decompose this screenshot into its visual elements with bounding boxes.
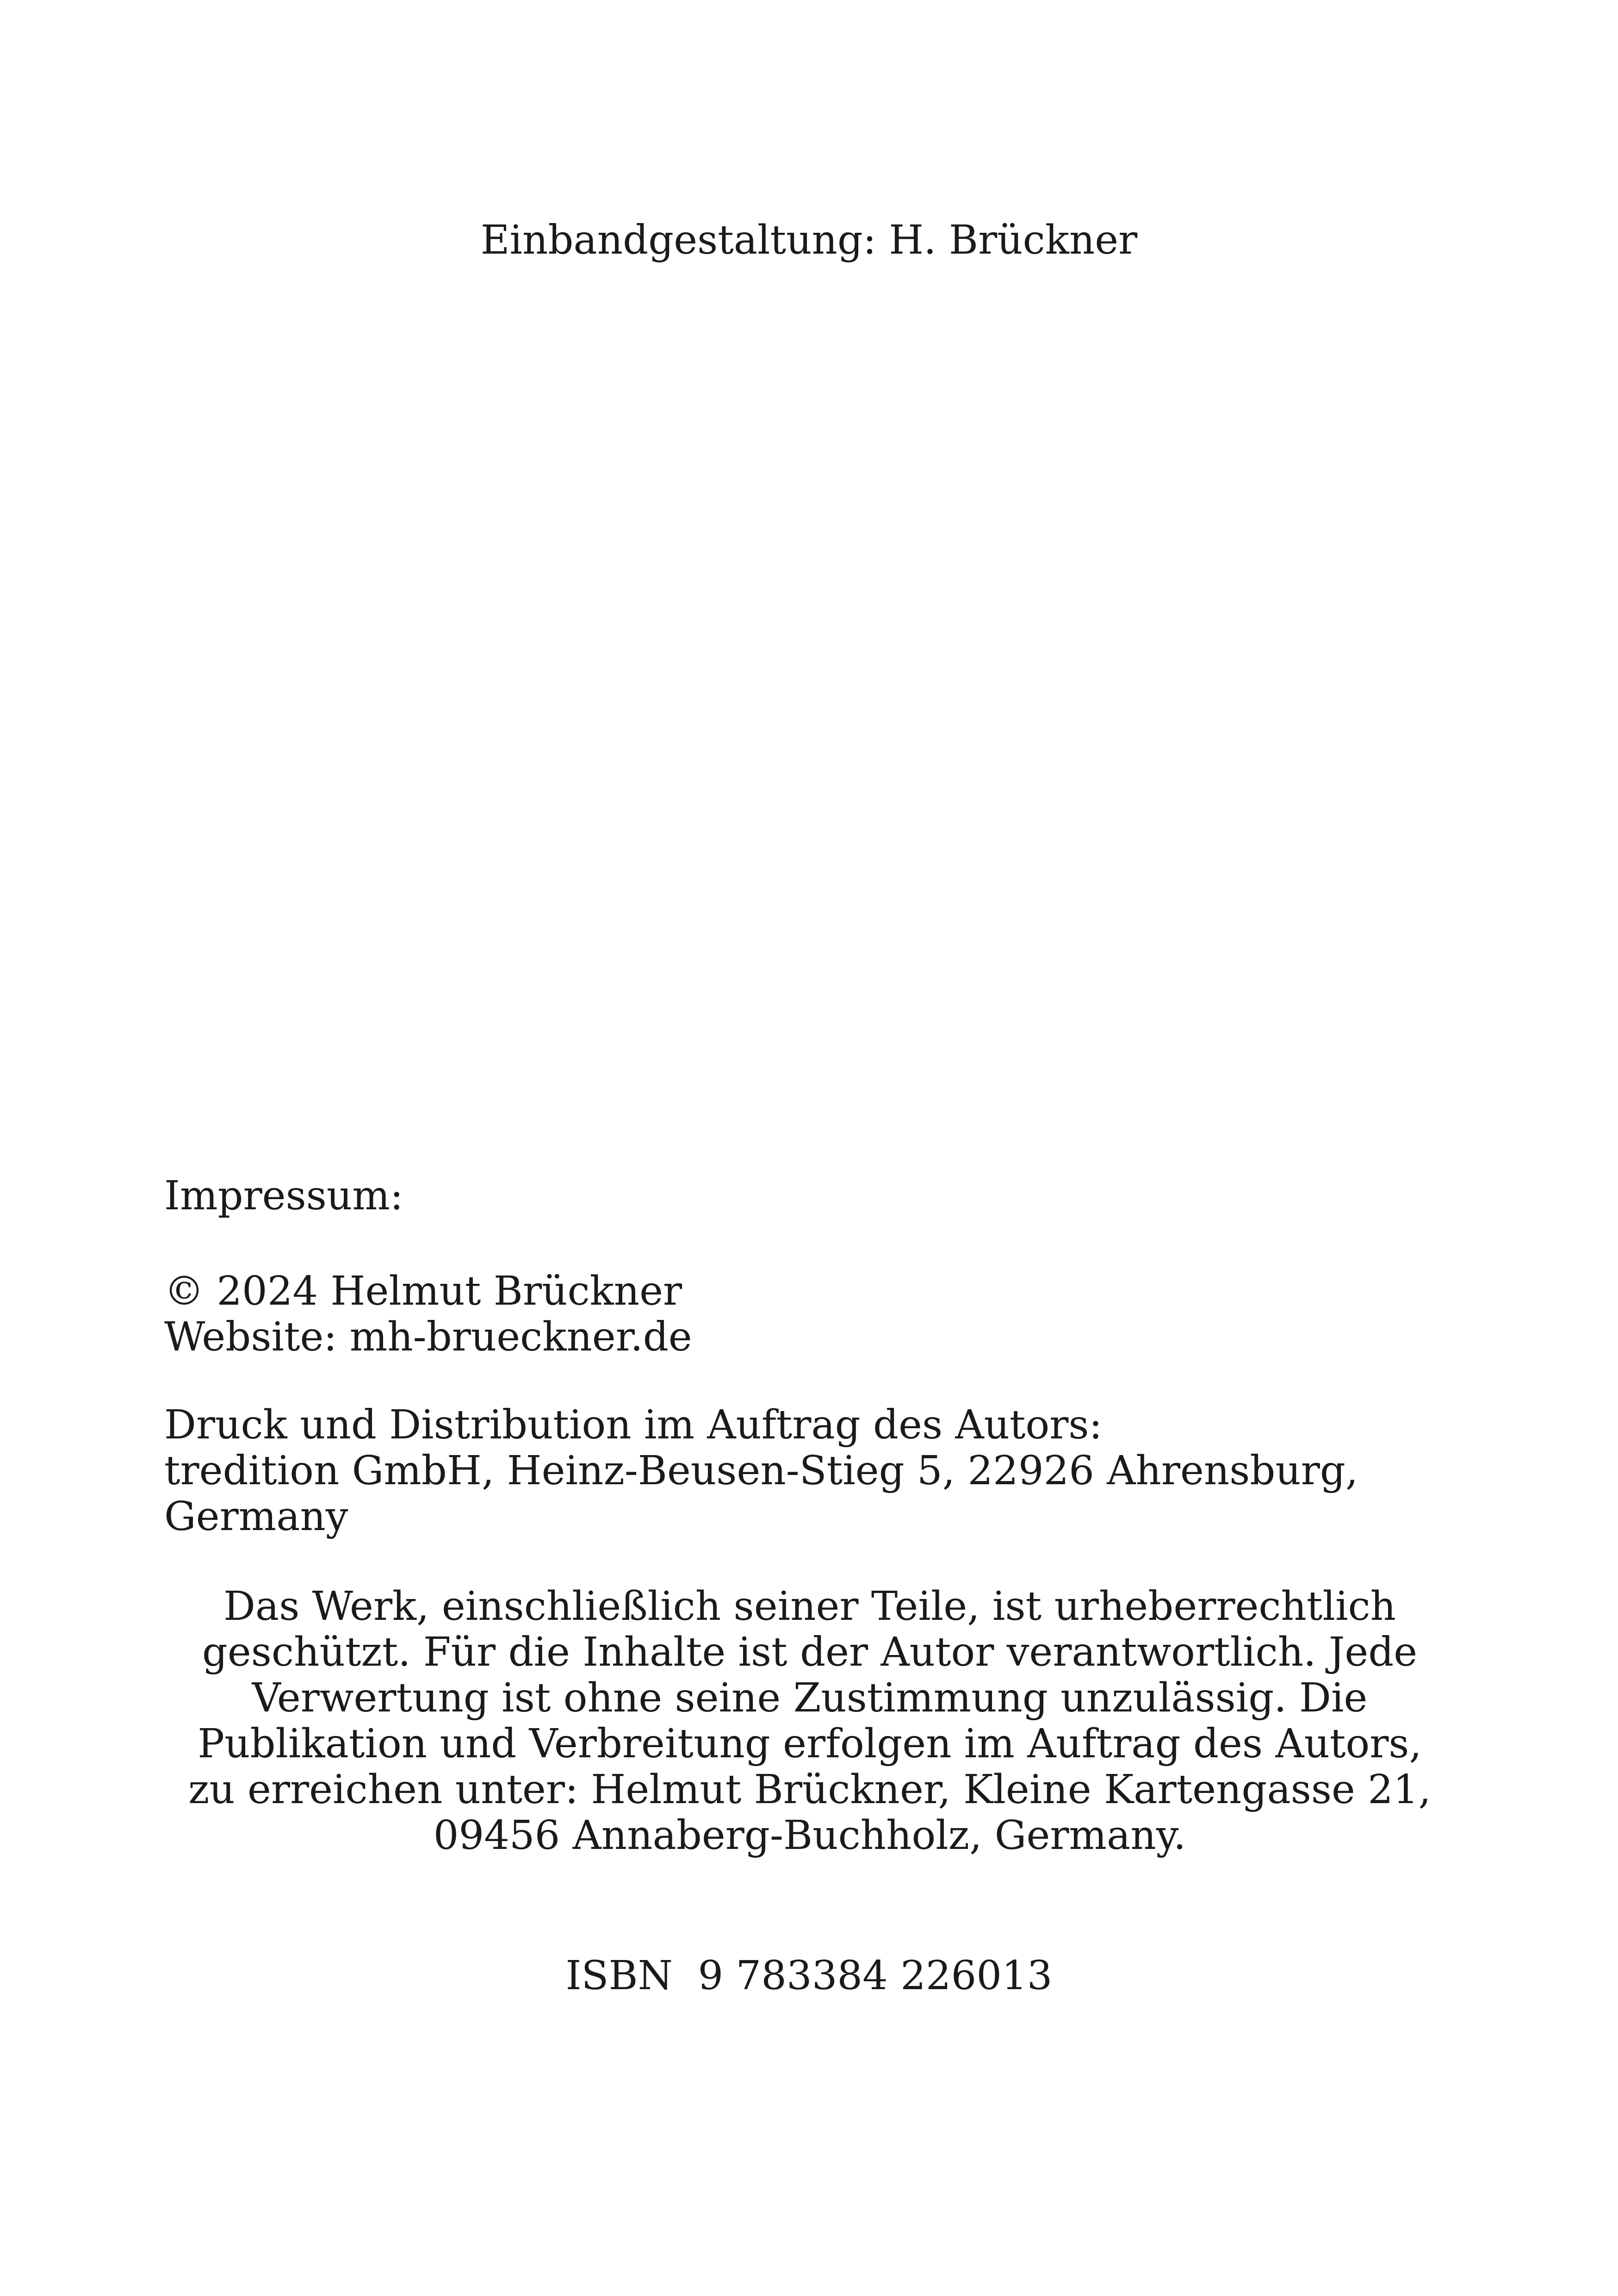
legal-notice: [164, 1584, 1455, 1859]
legal-line: 09456 Annaberg-Buchholz, Germany.: [433, 1812, 1186, 1859]
impressum-heading: Impressum:: [164, 1173, 403, 1219]
print-line: Germany: [164, 1493, 348, 1540]
print-line: Druck und Distribution im Auftrag des Autors:: [164, 1402, 1103, 1448]
website-line: Website: mh-brueckner.de: [164, 1314, 692, 1360]
copyright-line: © 2024 Helmut Brückner: [164, 1268, 682, 1314]
legal-line: Das Werk, einschließlich seiner Teile, ist urheberrechtlich: [223, 1583, 1396, 1630]
legal-line: zu erreichen unter: Helmut Brückner, Kleine Kartengasse 21,: [188, 1767, 1432, 1813]
print-line: tredition GmbH, Heinz-Beusen-Stieg 5, 22926 Ahrensburg,: [164, 1448, 1358, 1494]
legal-line: Publikation und Verbreitung erfolgen im Auftrag des Autors,: [198, 1721, 1422, 1767]
legal-line: geschützt. Für die Inhalte ist der Autor verantwortlich. Jede: [202, 1629, 1418, 1675]
copyright-block: [164, 1269, 1455, 1360]
isbn: ISBN 9 783384 226013: [565, 1953, 1053, 1999]
impressum-section: [164, 1173, 1455, 1859]
print-distribution-block: [164, 1402, 1455, 1540]
cover-design-credit: Einbandgestaltung: H. Brückner: [480, 217, 1138, 263]
legal-line: Verwertung ist ohne seine Zustimmung unzulässig. Die: [252, 1675, 1368, 1721]
